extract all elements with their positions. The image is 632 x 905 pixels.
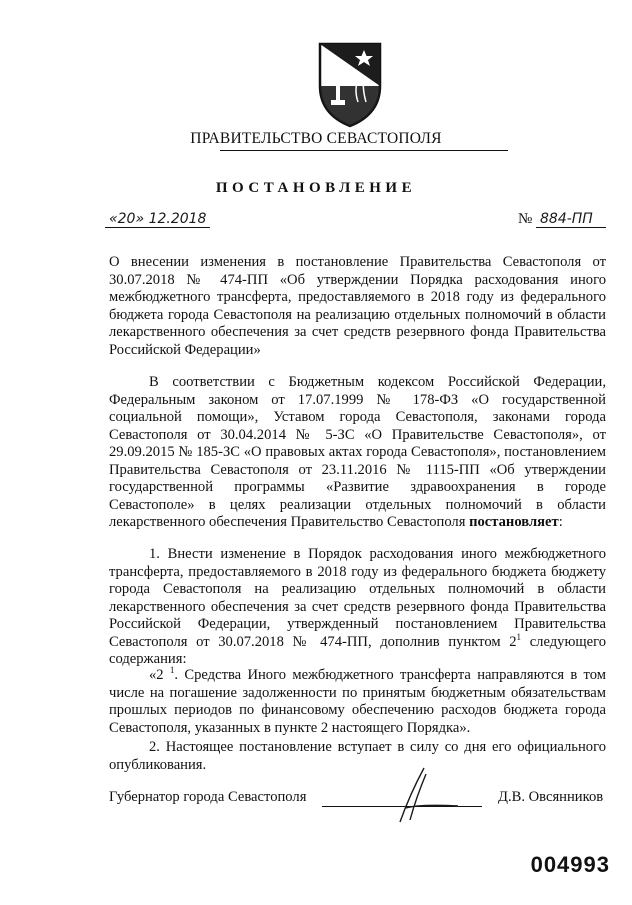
document-number xyxy=(518,211,606,228)
signatory-title: Губернатор города Севастополя xyxy=(109,789,307,805)
item-1-text: 1. Внести изменение в Порядок расходования иного межбюджетного трансферта, предоставляемого в 2018 году из федерального бюджета бюджету города Севастополя на реализацию отдельных полномочий в области лекарственного обеспечения за счет средств резервного фонда Правительства Российской Федерации, утвержденный постановлением Правительства Севастополя от 30.07.2018 № 474-ПП, дополнив пунктом 2 xyxy=(109,546,606,650)
number-prefix: № xyxy=(517,211,533,227)
organization-underline xyxy=(220,150,508,151)
signatory-name: Д.В. Овсянников xyxy=(498,789,604,805)
clause-text: . Средства Иного межбюджетного трансферта направляются в том числе на погашение задолженности по принятым бюджетным обязательствам прошлых периодов по финансовому обеспечению расходов бюджета города Севастополя, указанных в пункте 2 настоящего Порядка». xyxy=(109,667,606,736)
handwritten-signature xyxy=(380,764,460,824)
document-date xyxy=(105,211,210,228)
organization-name: ПРАВИТЕЛЬСТВО СЕВАСТОПОЛЯ xyxy=(190,130,442,147)
preamble-colon: : xyxy=(558,514,563,530)
date-rest: 12.2018 xyxy=(148,211,207,227)
document-subject: О внесении изменения в постановление Правительства Севастополя от 30.07.2018 № 474-ПП «Об утверждении Порядка расходования иного межбюджетного трансферта, предоставляемого в 2018 году из федерального бюджета города Севастополя на реализацию отдельных полномочий в области лекарственного обеспечения за счет средств резервного фонда Правительства Российской Федерации» xyxy=(109,254,606,358)
operative-word: постановляет xyxy=(469,514,559,530)
clause-lead: «2 xyxy=(149,667,164,683)
preamble-paragraph xyxy=(109,374,606,532)
item-1-tail: следующего содержания: xyxy=(109,633,607,667)
date-value xyxy=(105,211,210,228)
date-open-quote: « xyxy=(109,211,118,227)
serial-number: 004993 xyxy=(530,852,610,877)
inserted-clause xyxy=(109,667,606,737)
number-value: 884-ПП xyxy=(536,211,606,228)
coat-of-arms-icon xyxy=(314,40,386,128)
clause-superscript: 1 xyxy=(169,665,175,676)
item-1-superscript: 1 xyxy=(516,631,522,642)
date-day: 20 xyxy=(117,211,136,227)
preamble-text: В соответствии с Бюджетным кодексом Российской Федерации, Федеральным законом от 17.07.1999 № 178-ФЗ «О государственной социальной помощи», Уставом города Севастополя, законами города Севастополя от 30.04.2014 № 5-ЗС «О Правительстве Севастополя», от 29.09.2015 № 185-ЗС «О правовых актах города Севастополя», постановлением Правительства Севастополя от 23.11.2016 № 1115-ПП «Об утверждении государственной программы «Развитие здравоохранения в городе Севастополе» в целях реализации отдельных полномочий в области лекарственного обеспечения Правительство Севастополя xyxy=(109,374,606,530)
date-close-quote: » xyxy=(135,211,145,227)
item-1-paragraph xyxy=(109,546,606,669)
document-type-heading: ПОСТАНОВЛЕНИЕ xyxy=(215,180,417,196)
item-2-paragraph: 2. Настоящее постановление вступает в силу со дня его официального опубликования. xyxy=(109,739,606,773)
